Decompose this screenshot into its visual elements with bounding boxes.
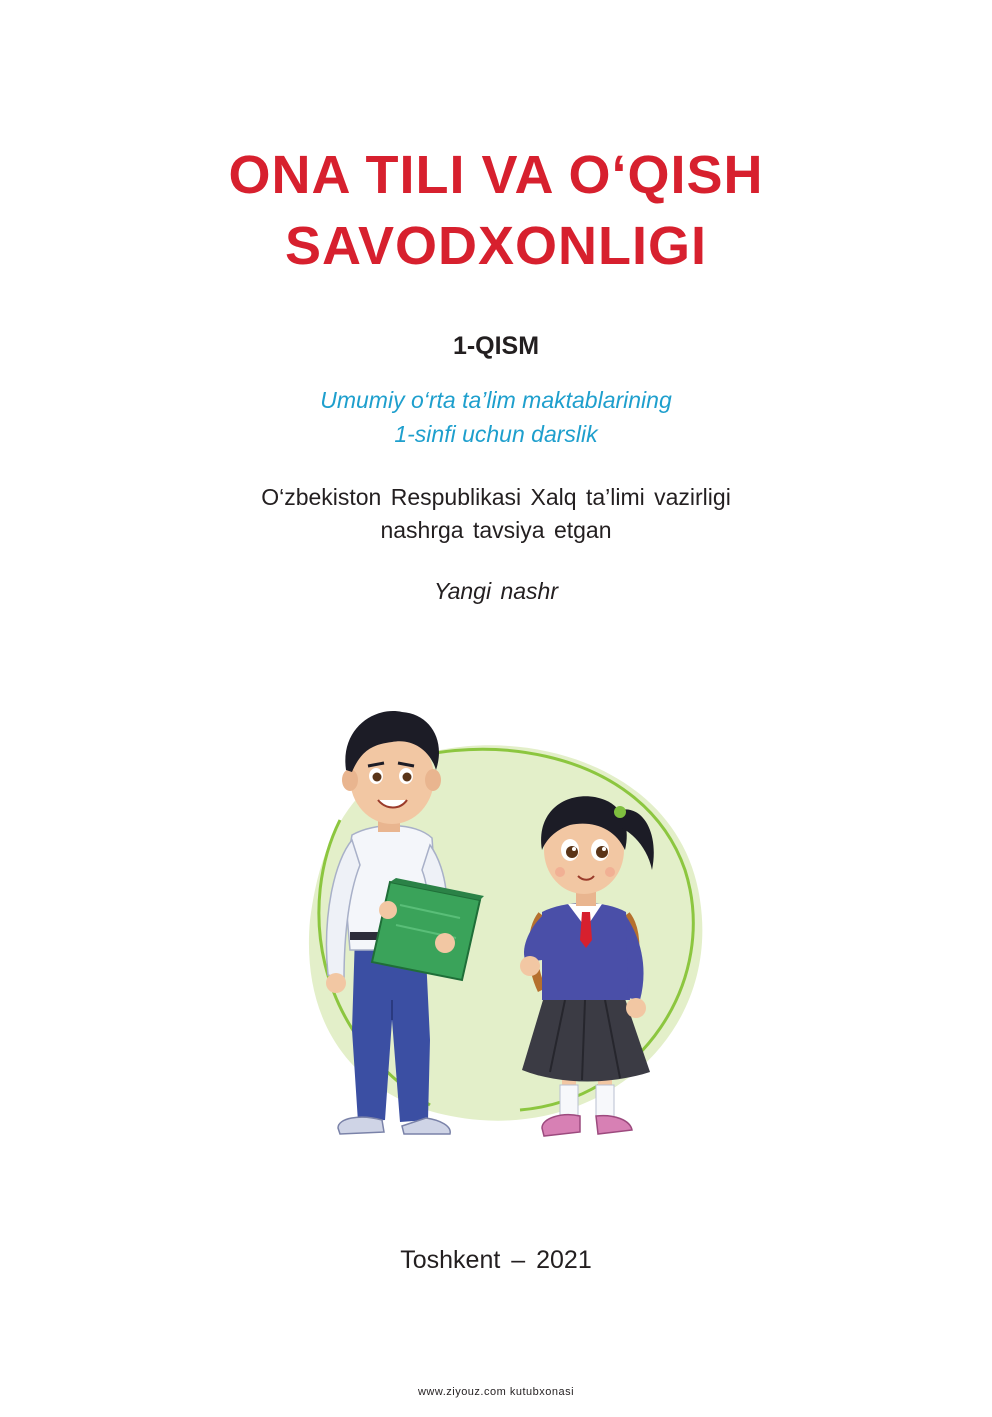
recommendation-line-2: nashrga tavsiya etgan bbox=[380, 517, 612, 543]
recommendation-line-1: O‘zbekiston Respublikasi Xalq ta’limi vazirligi bbox=[261, 484, 731, 510]
edition-label: Yangi nashr bbox=[433, 578, 559, 604]
subtitle-line-1: Umumiy o‘rta ta’lim maktablarining bbox=[320, 387, 672, 413]
book-title-line-1: ONA TILI VA O‘QISH bbox=[228, 145, 764, 205]
part-label: 1-QISM bbox=[452, 332, 540, 360]
pupils-illustration bbox=[280, 700, 720, 1160]
book-title-line-2: SAVODXONLIGI bbox=[284, 216, 708, 276]
footer-source: www.ziyouz.com kutubxonasi bbox=[417, 1386, 575, 1398]
place-and-year: Toshkent – 2021 bbox=[400, 1246, 592, 1274]
subtitle-line-2: 1-sinfi uchun darslik bbox=[394, 421, 598, 447]
